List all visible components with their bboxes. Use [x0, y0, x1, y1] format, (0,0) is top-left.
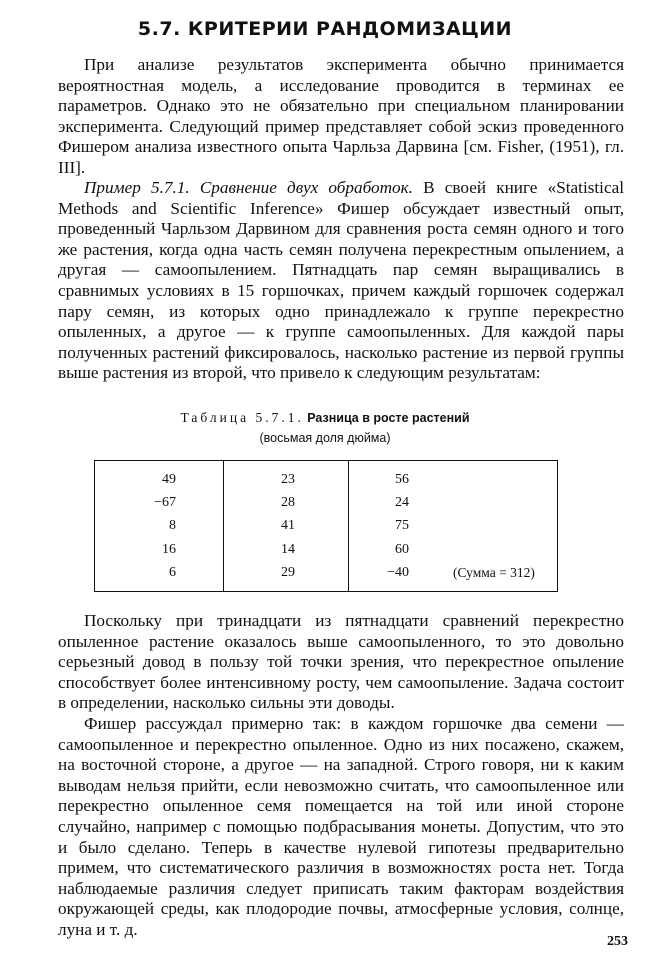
table-caption: [0, 408, 650, 448]
table-cell: 60: [395, 541, 409, 557]
table-cell: −67: [154, 495, 176, 511]
table-cell: 41: [281, 518, 295, 534]
paragraph-conclusion-text: Поскольку при тринадцати из пятнадцати сравнений перекрестно опыленное растение оказалось выше самоопыленного, то это довольно серьезный довод в пользу той точки зрения, что перекрестное опыление способствует более интенсивному росту, чем самоопыление. Задача состоит в определении, насколько сильны эти доводы.: [58, 611, 624, 713]
table-caption-subtitle: (восьмая доля дюйма): [259, 431, 391, 445]
table-cell: 23: [281, 472, 295, 487]
table-cell: 49: [162, 472, 176, 487]
paragraph-example: [58, 178, 624, 384]
paragraph-intro-text: При анализе результатов эксперимента обычно принимается вероятностная модель, а исследование проводится в терминах ее параметров. Однако это не обязательно при специальном планировании эксперимента. Следующий пример представляет собой эскиз проведенного Фишером анализа известного опыта Чарльза Дарвина [см. Fisher, (1951), гл. III].: [58, 55, 624, 177]
table-cell: 56: [395, 472, 409, 487]
example-text: В своей книге «Statistical Methods and Scientific Inference» Фишер обсуждает известный опыт, проведенный Чарльзом Дарвином для сравнения роста семян одного и того же растения, когда одна часть семян получена перекрестным опылением, а другая — самоопылением. Пятнадцать пар семян выращивались в сравнимых условиях в 15 горшочках, причем каждый горшочек содержал пару семян, из которых одно принадлежало к группе перекрестно опыленных, а другое — к группе самоопыленных. Для каждой пары полученных растений фиксировалось, насколько растение из первой группы выше растения из второй, что привело к следующим результатам:: [58, 178, 624, 383]
table-sum-note: (Сумма = 312): [453, 564, 535, 580]
example-label: Пример 5.7.1. Сравнение двух обработок.: [84, 178, 413, 197]
table-cell: 24: [395, 495, 409, 511]
table-cell: 16: [162, 541, 176, 557]
table-caption-title: Разница в росте растений: [307, 411, 470, 425]
table-cell: 8: [169, 518, 176, 534]
table-caption-prefix: Таблица 5.7.1.: [180, 410, 304, 425]
table-cell: 6: [169, 564, 176, 580]
section-heading: 5.7. КРИТЕРИИ РАНДОМИЗАЦИИ: [137, 18, 513, 40]
table-cell: 14: [281, 541, 295, 557]
paragraph-conclusion: [58, 611, 624, 714]
table-cell: 28: [281, 495, 295, 511]
paragraph-fisher-text: Фишер рассуждал примерно так: в каждом горшочке два семени — самоопыленное и перекрестно опыленное. Одно из них посажено, скажем, на восточной стороне, а другое — на западной. Строго говоря, ни к каким выводам нельзя прийти, если невозможно считать, что самоопыленное или перекрестно опыленное семя помещается на той или иной стороне случайно, например с помощью подбрасывания монеты. Допустим, что это и было сделано. Теперь в качестве нулевой гипотезы предварительно примем, что систематического различия в возможностях роста нет. Тогда наблюдаемые различия следует приписать таким факторам воздействия окружающей среды, как плодородие почвы, атмосферные условия, солнце, луна и т. д.: [58, 714, 624, 939]
table-cell: 75: [395, 518, 409, 534]
page-number: 253: [607, 934, 628, 949]
table-cell: 29: [281, 564, 295, 580]
table-cell: −40: [387, 564, 409, 580]
paragraph-intro: [58, 55, 624, 179]
paragraph-fisher: [58, 714, 624, 941]
